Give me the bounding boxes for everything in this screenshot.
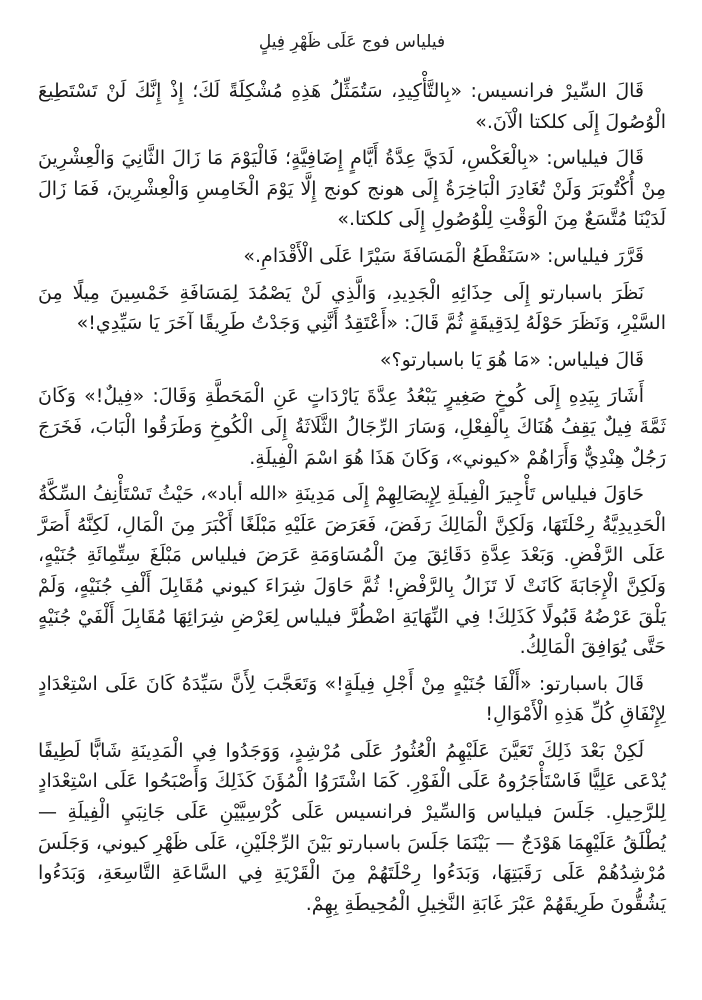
paragraph-5: قَالَ فيلياس: «مَا هُوَ يَا باسبارتو؟» [379,348,644,371]
paragraph-4: نَظَرَ باسبارتو إِلَى حِذَائِهِ الْجَدِيدِ، وَالَّذِي لَنْ يَصْمُدَ لِمَسَافَةِ خَمْسِينَ مِيلًا مِنَ السَّيْرِ، وَنَظَرَ حَوْلَهُ لِدَقِيقَةٍ ثُمَّ قَالَ: «أَعْتَقِدُ أَنَّنِي وَجَدْتُ طَرِيقًا آخَرَ يَا سَيِّدِي!» [38,281,666,335]
paragraph-2: قَالَ فيلياس: «بِالْعَكْسِ، لَدَيَّ عِدَّةُ أَيَّامٍ إِضَافِيَّةٍ؛ فَالْيَوْمَ مَا زَالَ الثَّانِيَ وَالْعِشْرِينَ مِنْ أُكْتُوبَرَ وَلَنْ تُغَادِرَ الْبَاخِرَةُ إِلَى هونج كونج إِلَّا يَوْمَ الْخَامِسِ وَالْعِشْرِينَ، فَمَا زَالَ لَدَيْنَا مُتَّسَعٌ مِنَ الْوَقْتِ لِلْوُصُولِ إِلَى كلكتا.» [38,147,666,231]
paragraph-9: لَكِنْ بَعْدَ ذَلِكَ تَعَيَّنَ عَلَيْهِمُ الْعُثُورُ عَلَى مُرْشِدٍ، وَوَجَدُوا فِي الْمَدِينَةِ شَابًّا لَطِيفًا يُدْعَى عَلِيًّا فَاسْتَأْجَرُوهُ عَلَى الْفَوْرِ. كَمَا اشْتَرَوُا الْمُؤَنَ كَذَلِكَ وَأَصْبَحُوا عَلَى اسْتِعْدَادٍ لِلرَّحِيلِ. جَلَسَ فيلياس وَالسِّيرْ فرانسيس عَلَى كُرْسِيَّيْنِ عَلَى جَانِبَيِ الْفِيلَةِ — يُطْلَقُ عَلَيْهِمَا هَوْدَجٌ — بَيْنَمَا جَلَسَ باسبارتو بَيْنَ الرِّجْلَيْنِ، عَلَى ظَهْرِ كيوني، وَجَلَسَ مُرْشِدُهُمْ عَلَى رَقَبَتِهَا، وَبَدَءُوا رِحْلَتَهُمْ مِنَ الْقَرْيَةِ فِي السَّاعَةِ التَّاسِعَةِ، وَبَدَءُوا يَشُقُّونَ طَرِيقَهُمْ عَبْرَ غَابَةِ النَّخِيلِ الْمُحِيطَةِ بِهِمْ. [38,739,666,915]
paragraph-7: حَاوَلَ فيلياس تَأْجِيرَ الْفِيلَةِ لِإِيصَالِهِمْ إِلَى مَدِينَةِ «الله أباد»، حَيْثُ تَسْتَأْنِفُ السِّكَّةُ الْحَدِيدِيَّةُ رِحْلَتَهَا، وَلَكِنَّ الْمَالِكَ رَفَضَ، فَعَرَضَ عَلَيْهِ مَبْلَغًا أَكْبَرَ مِنَ الْمَالِ، لَكِنَّهُ أَصَرَّ عَلَى الرَّفْضِ. وَبَعْدَ عِدَّةِ دَقَائِقَ مِنَ الْمُسَاوَمَةِ عَرَضَ فيلياس مَبْلَغَ سِتِّمِائَةِ جُنَيْهٍ، وَلَكِنَّ الْإِجَابَةَ كَانَتْ لَا تَزَالُ بِالرَّفْضِ! ثُمَّ حَاوَلَ شِرَاءَ كيوني مُقَابِلَ أَلْفِ جُنَيْهٍ، وَلَمْ يَلْقَ عَرْضُهُ قَبُولًا كَذَلِكَ! فِي النِّهَايَةِ اضْطُرَّ فيلياس لِعَرْضِ شِرَائِهَا مُقَابِلَ أَلْفَيْ جُنَيْهٍ حَتَّى يُوَافِقَ الْمَالِكُ. [38,483,666,659]
paragraph-1: قَالَ السِّيرْ فرانسيس: «بِالتَّأْكِيدِ، سَتُمَثِّلُ هَذِهِ مُشْكِلَةً لَكَ؛ إِذْ إِنَّكَ لَنْ تَسْتَطِيعَ الْوُصُولَ إِلَى كلكتا الْآنَ.» [38,80,666,133]
paragraph-6: أَشَارَ بِيَدِهِ إِلَى كُوخٍ صَغِيرٍ يَبْعُدُ عِدَّةَ يَارْدَاتٍ عَنِ الْمَحَطَّةِ وَقَالَ: «فِيلٌ!» وَكَانَ ثَمَّةَ فِيلٌ يَقِفُ هُنَاكَ بِالْفِعْلِ، وَسَارَ الرِّجَالُ الثَّلَاثَةُ إِلَى الْكُوخِ وَطَرَقُوا الْبَابَ، فَخَرَجَ رَجُلٌ هِنْدِيٌّ وَأَرَاهُمْ «كيوني»، وَكَانَ هَذَا هُوَ اسْمَ الْفِيلَةِ. [38,385,666,469]
paragraph-8: قَالَ باسبارتو: «أَلْفَا جُنَيْهٍ مِنْ أَجْلِ فِيلَةٍ!» وَتَعَجَّبَ لِأَنَّ سَيِّدَهُ كَانَ عَلَى اسْتِعْدَادٍ لِإِنْفَاقِ كُلِّ هَذِهِ الْأَمْوَالِ! [38,672,666,726]
body-text [38,76,666,919]
page-title: فيلياس فوج عَلَى ظَهْرِ فِيلٍ [258,32,446,52]
paragraph-3: قَرَّرَ فيلياس: «سَنَقْطَعُ الْمَسَافَةَ سَيْرًا عَلَى الْأَقْدَامِ.» [243,244,644,267]
